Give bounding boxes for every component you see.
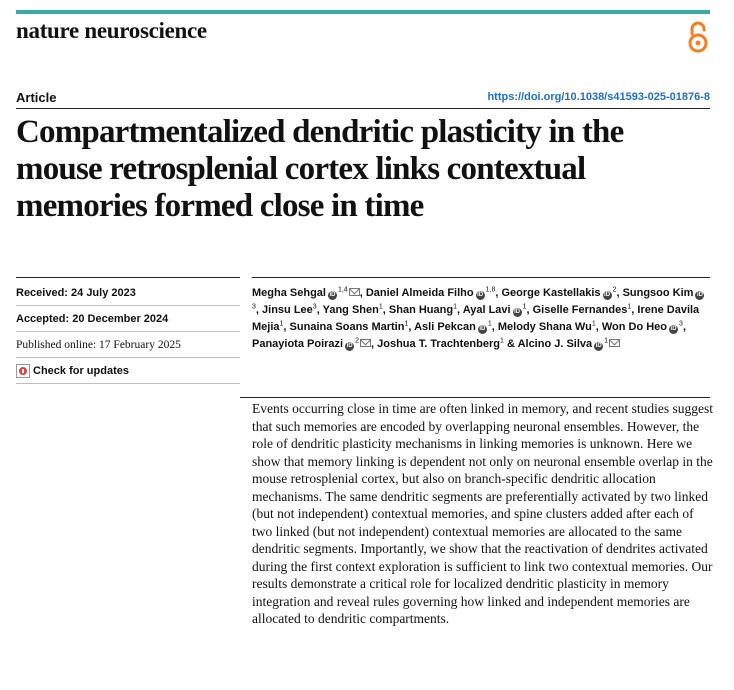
article-title: Compartmentalized dendritic plasticity in the mouse retrosplenial cortex links contextual memories formed close in time [16,114,624,224]
affiliation-number: 1 [500,337,504,345]
author-name[interactable]: George Kastellakis [501,287,601,299]
author-entry [389,304,457,316]
doi-link[interactable]: https://doi.org/10.1038/s41593-025-01876-8 [487,91,710,103]
authors-divider [252,277,710,278]
author-entry [533,304,632,316]
check-updates-icon [16,364,30,378]
author-name[interactable]: Alcino J. Silva [517,338,593,350]
orcid-icon[interactable]: iD [329,292,336,298]
journal-name[interactable]: nature neuroscience [16,18,207,43]
received-date: Received: 24 July 2023 [16,287,136,299]
open-access-lock-icon [686,21,710,53]
affiliation-number: 3 [679,320,683,328]
affiliation-number: 1 [522,303,527,311]
author-name[interactable]: Melody Shana Wu [497,321,592,333]
abstract-text: Events occurring close in time are often linked in memory, and recent studies suggest that such memories are encoded by overlapping neuronal ensembles. However, the role of dendritic plasticity mechanisms in linking memories is unknown. Here we show that memory linking is dependent not only on neuronal ensemble overlap in the mouse retrosplenial cortex, but also on branch-specific dendritic allocation mechanisms. The same dendritic segments are preferentially activated by two linked (but not independent) contextual memories, and spine clusters added after each of two linked (but not independent) contextual memories are allocated to the same dendritic segments. Importantly, we show that the reactivation of dendrites activated during the first context exploration is sufficient to link two contextual memories. Our results demonstrate a critical role for localized dendritic plasticity in memory integration and reveal rules governing how linked and independent memories are allocated to dendritic compartments. [252,401,713,626]
email-icon[interactable] [349,288,360,296]
orcid-icon[interactable]: iD [479,326,486,332]
author-list: Megha Sehgal iD$^{1,4}$ , Daniel Almeida Filho iD$^{1,8}$, George Kastellakis $iD^2$, Sungsoo Kim $iD^3$, Jinsu Lee$^3$, Yang Shen$^1$, Shan Huang$^1$, Ayal Lavi $iD^1$, Giselle Fernandes$^1$, Irene Davila Mejia$^1$, Sunaina Soans Martin$^1$, Asli Pekcan $iD^1$, Melody Shana Wu$^1$, Won Do Heo $iD^3$, Panayiota Poirazi $iD^2$ , Joshua T. Trachtenberg$^1$ & Alcino J. Silva $iD^1$ [252,285,710,353]
author-entry [501,287,616,299]
meta-separator [16,305,240,306]
author-entry [518,338,621,350]
author-entry [252,338,371,350]
journal-accent-bar [16,10,710,14]
meta-separator [16,383,240,384]
affiliation-number: 1 [404,320,409,328]
orcid-icon[interactable]: iD [604,292,611,298]
author-name[interactable]: Irene Davila Mejia [252,304,700,333]
orcid-icon[interactable]: iD [346,343,353,349]
affiliation-number: 1 [453,303,457,311]
author-entry [252,287,360,299]
affiliation-number: 1,4 [337,286,348,294]
affiliation-number: 1 [279,320,284,328]
author-name[interactable]: Megha Sehgal [252,287,326,299]
author-name[interactable]: Won Do Heo [601,321,668,333]
author-name[interactable]: Jinsu Lee [262,304,313,316]
author-entry [498,321,596,333]
article-type-label: Article [16,90,57,105]
affiliation-number: 1 [627,303,632,311]
orcid-icon[interactable]: iD [670,326,677,332]
affiliation-number: 1 [604,337,609,345]
author-name[interactable]: Asli Pekcan [414,321,476,333]
affiliation-number: 1 [378,303,383,311]
author-entry [463,304,527,316]
author-entry [414,321,492,333]
header-divider [16,108,710,109]
author-name[interactable]: Yang Shen [322,304,379,316]
author-name[interactable]: Sunaina Soans Martin [289,321,405,333]
author-name[interactable]: Daniel Almeida Filho [365,287,474,299]
author-name[interactable]: Ayal Lavi [462,304,511,316]
author-name[interactable]: Shan Huang [388,304,454,316]
abstract-divider [240,397,710,398]
orcid-icon[interactable]: iD [514,309,521,315]
author-name[interactable]: Panayiota Poirazi [252,338,344,350]
affiliation-number: 1 [591,320,596,328]
author-entry [377,338,504,350]
accepted-date: Accepted: 20 December 2024 [16,313,169,325]
email-icon[interactable] [609,339,620,347]
affiliation-number: 3 [312,303,317,311]
meta-divider [16,277,240,278]
published-date: Published online: 17 February 2025 [16,339,181,351]
author-entry [290,321,409,333]
affiliation-number: 2 [612,286,617,294]
meta-separator [16,331,240,332]
affiliation-number: 1 [487,320,492,328]
author-entry [323,304,383,316]
check-updates-label: Check for updates [33,365,129,377]
meta-separator [16,357,240,358]
author-name[interactable]: Giselle Fernandes [532,304,628,316]
affiliation-number: 2 [355,337,359,345]
author-name[interactable]: Joshua T. Trachtenberg [377,338,500,350]
author-entry [366,287,496,299]
check-for-updates-button[interactable] [16,364,129,378]
affiliation-number: 3 [252,303,256,311]
orcid-icon[interactable]: iD [477,292,484,298]
orcid-icon[interactable]: iD [696,292,703,298]
orcid-icon[interactable]: iD [595,343,602,349]
author-entry [602,321,683,333]
author-name[interactable]: Sungsoo Kim [622,287,694,299]
affiliation-number: 1,8 [485,286,496,294]
author-entry [262,304,317,316]
email-icon[interactable] [360,339,371,347]
